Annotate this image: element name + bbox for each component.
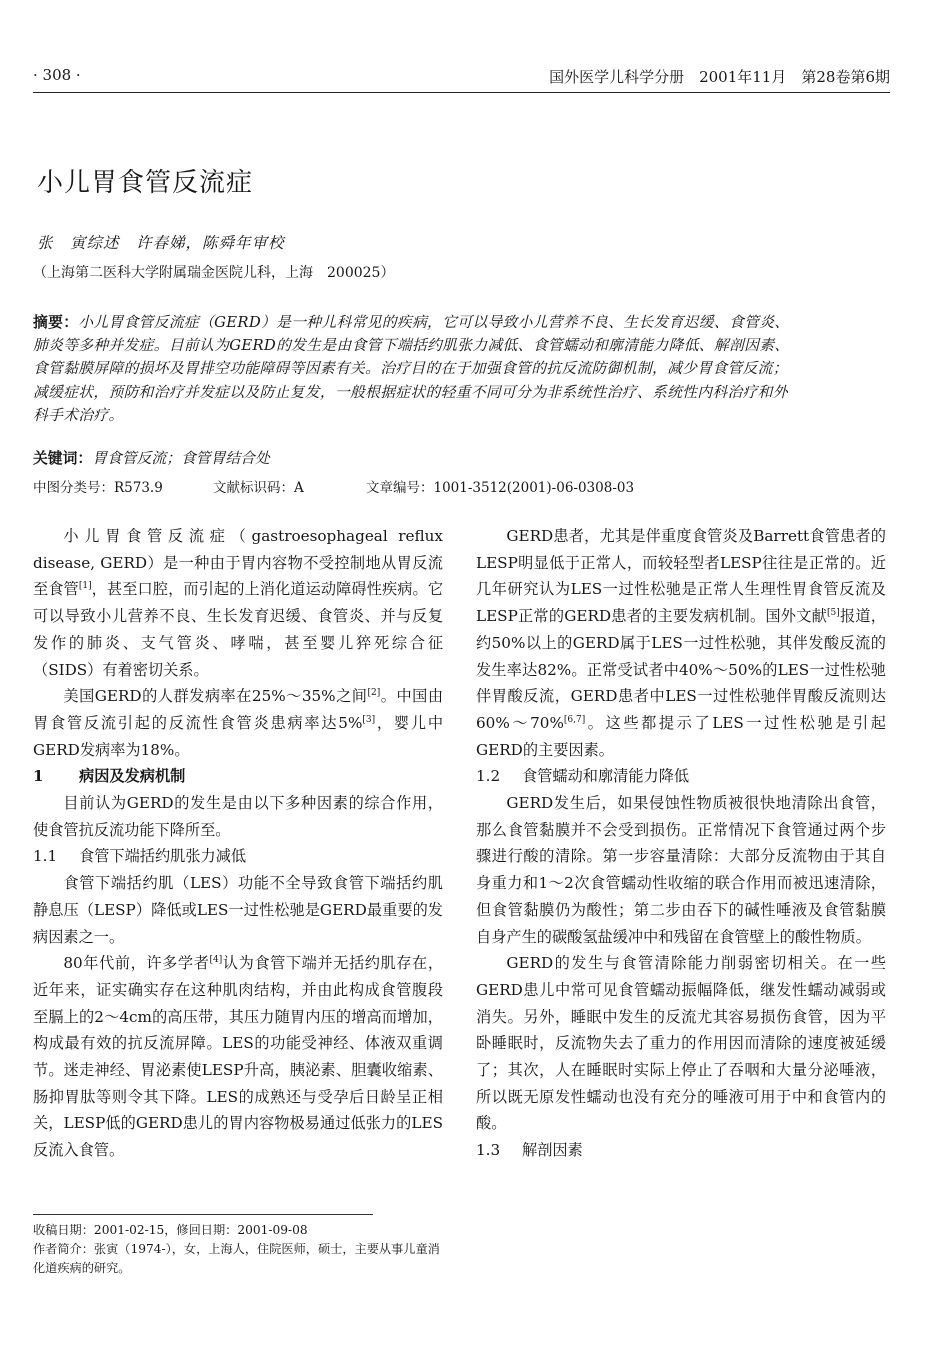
body-left-column xyxy=(33,523,443,1164)
citation: [6,7] xyxy=(563,714,586,725)
document-code: 文献标识码：A xyxy=(213,480,304,496)
section-title: 食管蠕动和廓清能力降低 xyxy=(522,767,690,786)
authors: 张 寅综述 许春娣，陈舜年审校 xyxy=(37,234,285,252)
citation: [5] xyxy=(827,608,840,619)
section-title: 解剖因素 xyxy=(522,1141,583,1160)
text-run: GERD的发生与食管清除能力削弱密切相关。在一些GERD患儿中常可见食管蠕动振幅降低，继发性蠕动减弱或消失。另外，睡眠中发生的反流尤其容易损伤食管，因为平卧睡眠时，反流物失去了重力的作用因而清除的速度被延缓了；其次，人在睡眠时实际上停止了吞咽和大量分泌唾液，所以既无原发性蠕动也没有充分的唾液可用于中和食管内的酸。 xyxy=(476,954,886,1133)
paragraph xyxy=(476,523,886,763)
abstract xyxy=(33,311,793,427)
section-heading xyxy=(33,763,443,790)
received-dates: 收稿日期：2001-02-15，修回日期：2001-09-08 xyxy=(33,1223,308,1237)
paragraph xyxy=(33,683,443,763)
keywords xyxy=(33,447,270,468)
affiliation: （上海第二医科大学附属瑞金医院儿科，上海 200025） xyxy=(33,265,395,281)
author-bio: 作者简介：张寅（1974-），女，上海人，住院医师，硕士，主要从事儿童消化道疾病的研究。 xyxy=(33,1242,440,1275)
section-title: 食管下端括约肌张力减低 xyxy=(79,847,247,866)
page-number: · 308 · xyxy=(33,66,81,84)
subsection-heading xyxy=(33,843,443,870)
paragraph xyxy=(33,790,443,843)
subsection-heading xyxy=(476,1137,886,1164)
footnote-rule xyxy=(33,1214,373,1215)
journal-info: 国外医学儿科学分册 2001年11月 第28卷第6期 xyxy=(549,68,890,86)
paragraph xyxy=(33,870,443,950)
section-number: 1.3 xyxy=(476,1141,501,1160)
text-run: GERD发生后，如果侵蚀性物质被很快地清除出食管，那么食管黏膜并不会受到损伤。正常情况下食管通过两个步骤进行酸的清除。第一步容量清除：大部分反流物由于其自身重力和1～2次食管蠕动性收缩的联合作用而被迅速清除，但食管黏膜仍为酸性；第二步由吞下的碱性唾液及食管黏膜自身产生的碳酸氢盐缓冲中和残留在食管壁上的酸性物质。 xyxy=(476,794,886,946)
clc-number: 中图分类号：R573.9 xyxy=(33,480,163,496)
text-run: 认为食管下端并无括约肌存在，近年来，证实确实存在这种肌肉结构，并由此构成食管腹段至膈上的2～4cm的高压带，其压力随胃内压的增高而增加，构成最有效的抗反流屏障。LES的功能受神经、体液双重调节。迷走神经、胃泌素使LESP升高，胰泌素、胆囊收缩素、肠抑胃肽等则令其下降。LES的成熟还与受孕后日龄呈正相关，LESP低的GERD患儿的胃内容物极易通过低张力的LES反流入食管。 xyxy=(33,954,444,1160)
header-rule xyxy=(33,92,890,93)
text-run: GERD患者，尤其是伴重度食管炎及Barrett食管患者的LESP明显低于正常人，而较轻型者LESP往往是正常的。近几年研究认为LES一过性松驰是正常人生理性胃食管反流及LESP正常的GERD患者的主要发病机制。国外文献 xyxy=(476,527,886,626)
keywords-text: 胃食管反流；食管胃结合处 xyxy=(92,450,270,467)
text-run: 美国GERD的人群发病率在25%～35%之间 xyxy=(63,687,368,706)
paragraph xyxy=(33,950,443,1164)
text-run: 小儿胃食管反流症（gastroesophageal reflux disease, GERD）是一种由于胃内容物不受控制地从胃反流至食管 xyxy=(33,527,443,599)
paragraph xyxy=(476,950,886,1137)
citation: [3] xyxy=(362,714,376,725)
article-number: 文章编号：1001-3512(2001)-06-0308-03 xyxy=(366,480,635,496)
paragraph xyxy=(476,790,886,950)
section-number: 1 xyxy=(33,767,44,786)
footnotes xyxy=(33,1221,443,1278)
abstract-text: 小儿胃食管反流症（GERD）是一种儿科常见的疾病，它可以导致小儿营养不良、生长发育迟缓、食管炎、肺炎等多种并发症。目前认为GERD的发生是由食管下端括约肌张力减低、食管蠕动和廓清能力降低、解剖因素、食管黏膜屏障的损坏及胃排空功能障碍等因素有关。治疗目的在于加强食管的抗反流防御机制，减少胃食管反流；减缓症状，预防和治疗并发症以及防止复发，一般根据症状的轻重不同可分为非系统性治疗、系统性内科治疗和外科手术治疗。 xyxy=(33,314,790,424)
citation: [1] xyxy=(78,581,92,592)
abstract-label: 摘要： xyxy=(33,314,79,331)
text-run: ，甚至口腔，而引起的上消化道运动障碍性疾病。它可以导致小儿营养不良、生长发育迟缓、食管炎、并与反复发作的肺炎、支气管炎、哮喘，甚至婴儿猝死综合征（SIDS）有着密切关系。 xyxy=(33,580,444,679)
citation: [2] xyxy=(367,688,381,699)
body-right-column xyxy=(476,523,886,1164)
subsection-heading xyxy=(476,763,886,790)
text-run: 80年代前，许多学者 xyxy=(63,954,210,973)
citation: [4] xyxy=(209,955,223,966)
section-number: 1.2 xyxy=(476,767,501,786)
section-number: 1.1 xyxy=(33,847,58,866)
section-title: 病因及发病机制 xyxy=(79,767,186,786)
text-run: 。这些都提示了LES一过性松驰是引起GERD的主要因素。 xyxy=(476,713,886,759)
text-run: 食管下端括约肌（LES）功能不全导致食管下端括约肌静息压（LESP）降低或LES一过性松驰是GERD最重要的发病因素之一。 xyxy=(33,874,443,946)
text-run: 目前认为GERD的发生是由以下多种因素的综合作用，使食管抗反流功能下降所至。 xyxy=(33,794,443,839)
article-title: 小儿胃食管反流症 xyxy=(37,168,254,198)
keywords-label: 关键词： xyxy=(33,450,93,467)
paragraph xyxy=(33,523,443,683)
text-run: 。中国由胃食管反流引起的反流性食管炎患病率达5% xyxy=(33,687,443,732)
text-run: ，婴儿中GERD发病率为18%。 xyxy=(33,713,443,759)
text-run: 报道，约50%以上的GERD属于LES一过性松驰，其伴发酸反流的发生率达82%。正常受试者中40%～50%的LES一过性松驰伴胃酸反流，GERD患者中LES一过性松驰伴胃酸反流则达60%～70% xyxy=(476,607,886,732)
